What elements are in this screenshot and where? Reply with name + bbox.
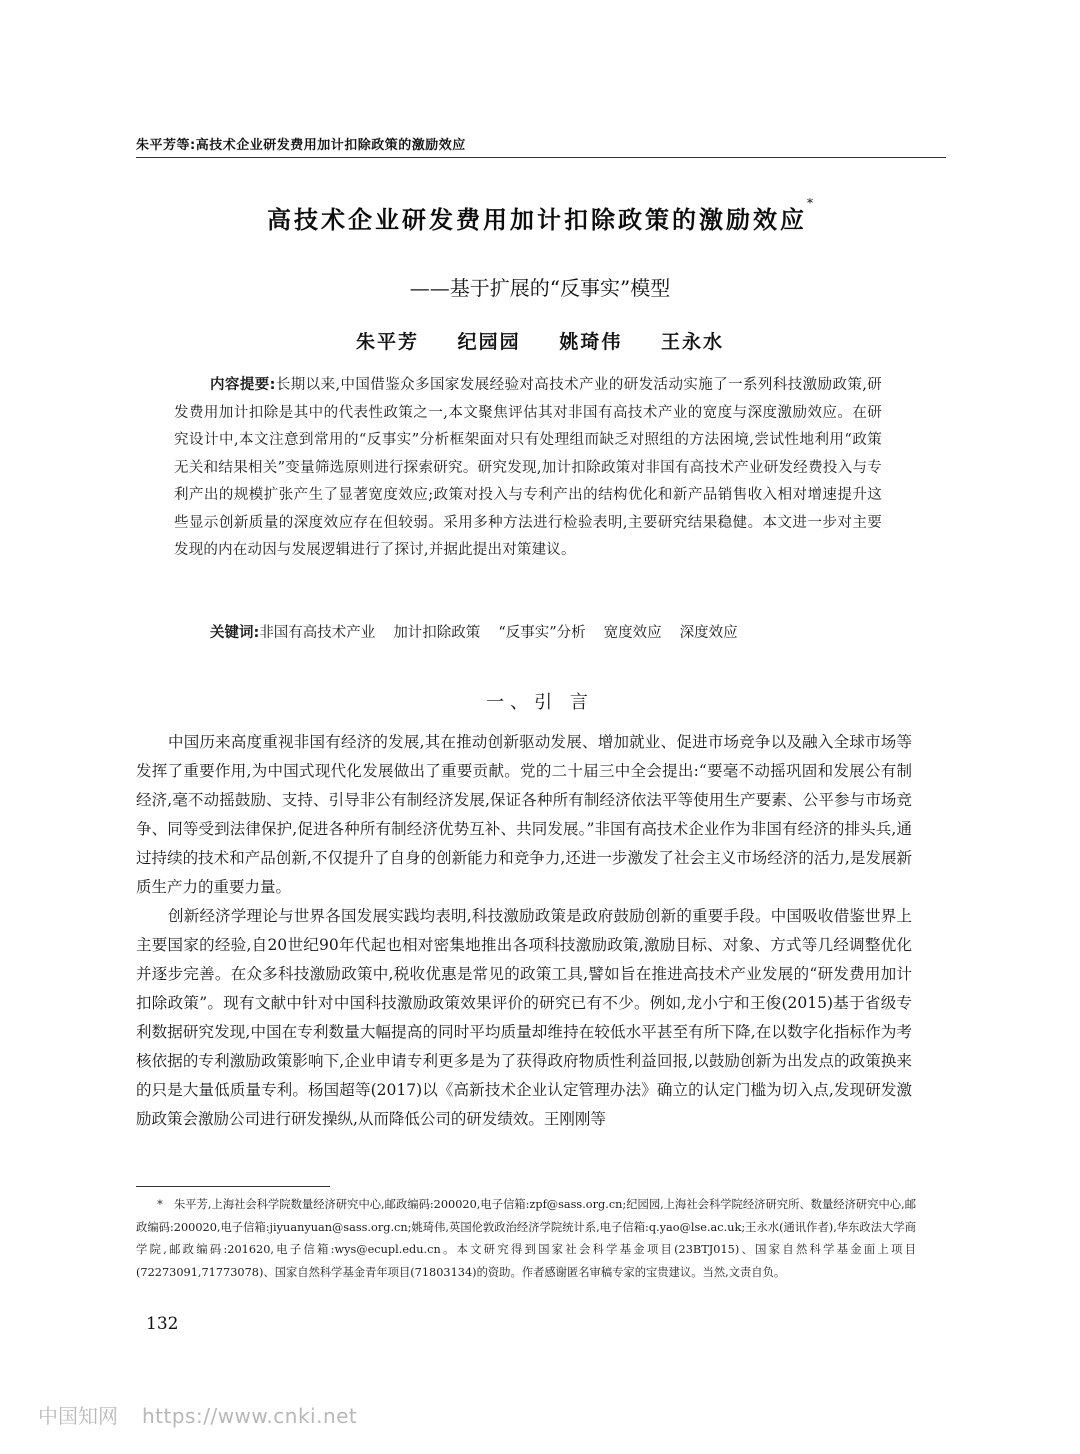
article-subtitle: ——基于扩展的“反事实”模型 (409, 276, 671, 300)
body-paragraph: 中国历来高度重视非国有经济的发展,其在推动创新驱动发展、增加就业、促进市场竞争以及融入全球市场等发挥了重要作用,为中国式现代化发展做出了重要贡献。党的二十届三中全会提出:“要毫不动摇巩固和发展公有制经济,毫不动摇鼓励、支持、引导非公有制经济发展,保证各种所有制经济依法平等使用生产要素、公平参与市场竞争、同等受到法律保护,促进各种所有制经济优势互补、共同发展。”非国有高技术企业作为非国有经济的排头兵,通过持续的技术和产品创新,不仅提升了自身的创新能力和竞争力,还进一步激发了社会主义市场经济的活力,是发展新质生产力的重要力量。 (136, 733, 912, 896)
keyword: “反事实”分析 (498, 625, 586, 641)
keyword: 加计扣除政策 (393, 625, 481, 641)
footnote-text: 朱平芳,上海社会科学院数量经济研究中心,邮政编码:200020,电子信箱:zpf@sass.org.cn;纪园园,上海社会科学院经济研究所、数量经济研究中心,邮政编码:200020,电子信箱:jiyuanyuan@sass.org.cn;姚琦伟,英国伦敦政治经济学院统计系,电子信箱:q.yao@lse.ac.uk;王永水(通讯作者),华东政法大学商学院,邮政编码:201620,电子信箱:wys@ecupl.edu.cn。本文研究得到国家社会科学基金项目(23BTJ015)、国家自然科学基金面上项目(72273091,71773078)、国家自然科学基金青年项目(71803134)的资助。作者感谢匿名审稿专家的宝贵建议。当然,文责自负。 (136, 1198, 916, 1279)
author-list (0, 327, 1080, 354)
header-rule (136, 157, 946, 158)
article-title-text: 高技术企业研发费用加计扣除政策的激励效应 (267, 205, 807, 234)
watermark-url[interactable]: https://www.cnki.net (142, 1404, 358, 1428)
page-number: 132 (146, 1314, 179, 1334)
title-footnote-mark[interactable]: * (807, 196, 813, 210)
keyword: 非国有高技术产业 (259, 625, 376, 641)
abstract-text: 长期以来,中国借鉴众多国家发展经验对高技术产业的研发活动实施了一系列科技激励政策,研发费用加计扣除是其中的代表性政策之一,本文聚焦评估其对非国有高技术产业的宽度与深度激励效应。在研究设计中,本文注意到常用的“反事实”分析框架面对只有处理组而缺乏对照组的方法困境,尝试性地利用“政策无关和结果相关”变量筛选原则进行探索研究。研究发现,加计扣除政策对非国有高技术产业研发经费投入与专利产出的规模扩张产生了显著宽度效应;政策对投入与专利产出的结构优化和新产品销售收入相对增速提升这些显示创新质量的深度效应存在但较弱。采用多种方法进行检验表明,主要研究结果稳健。本文进一步对主要发现的内在动因与发展逻辑进行了探讨,并据此提出对策建议。 (174, 377, 882, 558)
keyword: 宽度效应 (603, 625, 662, 641)
watermark-brand: 中国知网 (38, 1404, 118, 1428)
body-paragraph: 创新经济学理论与世界各国发展实践均表明,科技激励政策是政府鼓励创新的重要手段。中国吸收借鉴世界上主要国家的经验,自20世纪90年代起也相对密集地推出各项科技激励政策,激励目标、对象、方式等几经调整优化并逐步完善。在众多科技激励政策中,税收优惠是常见的政策工具,譬如旨在推进高技术产业发展的“研发费用加计扣除政策”。现有文献中针对中国科技激励政策效果评价的研究已有不少。例如,龙小宁和王俊(2015)基于省级专利数据研究发现,中国在专利数量大幅提高的同时平均质量却维持在较低水平甚至有所下降,在以数字化指标作为考核依据的专利激励政策影响下,企业申请专利更多是为了获得政府物质性利益回报,以鼓励创新为出发点的政策换来的只是大量低质量专利。杨国超等(2017)以《高新技术企业认定管理办法》确立的认定门槛为切入点,发现研发激励政策会激励公司进行研发操纵,从而降低公司的研发绩效。王刚刚等 (136, 907, 912, 1128)
author-name: 姚琦伟 (559, 331, 623, 353)
author-name: 王永水 (660, 331, 724, 353)
abstract (174, 372, 882, 565)
keywords-label: 关键词: (210, 625, 260, 641)
abstract-label: 内容提要: (210, 377, 276, 393)
footnote-rule (136, 1186, 330, 1187)
body-text (136, 728, 912, 1134)
author-name: 朱平芳 (356, 331, 420, 353)
keyword: 深度效应 (679, 625, 738, 641)
footnote-mark: * (157, 1198, 163, 1211)
running-head: 朱平芳等:高技术企业研发费用加计扣除政策的激励效应 (136, 138, 466, 153)
footnote (136, 1194, 916, 1284)
article-title (0, 196, 1080, 235)
author-name: 纪园园 (457, 331, 521, 353)
section-heading: 一、引 言 (486, 692, 594, 713)
cnki-watermark (38, 1400, 357, 1429)
keywords (210, 619, 756, 647)
